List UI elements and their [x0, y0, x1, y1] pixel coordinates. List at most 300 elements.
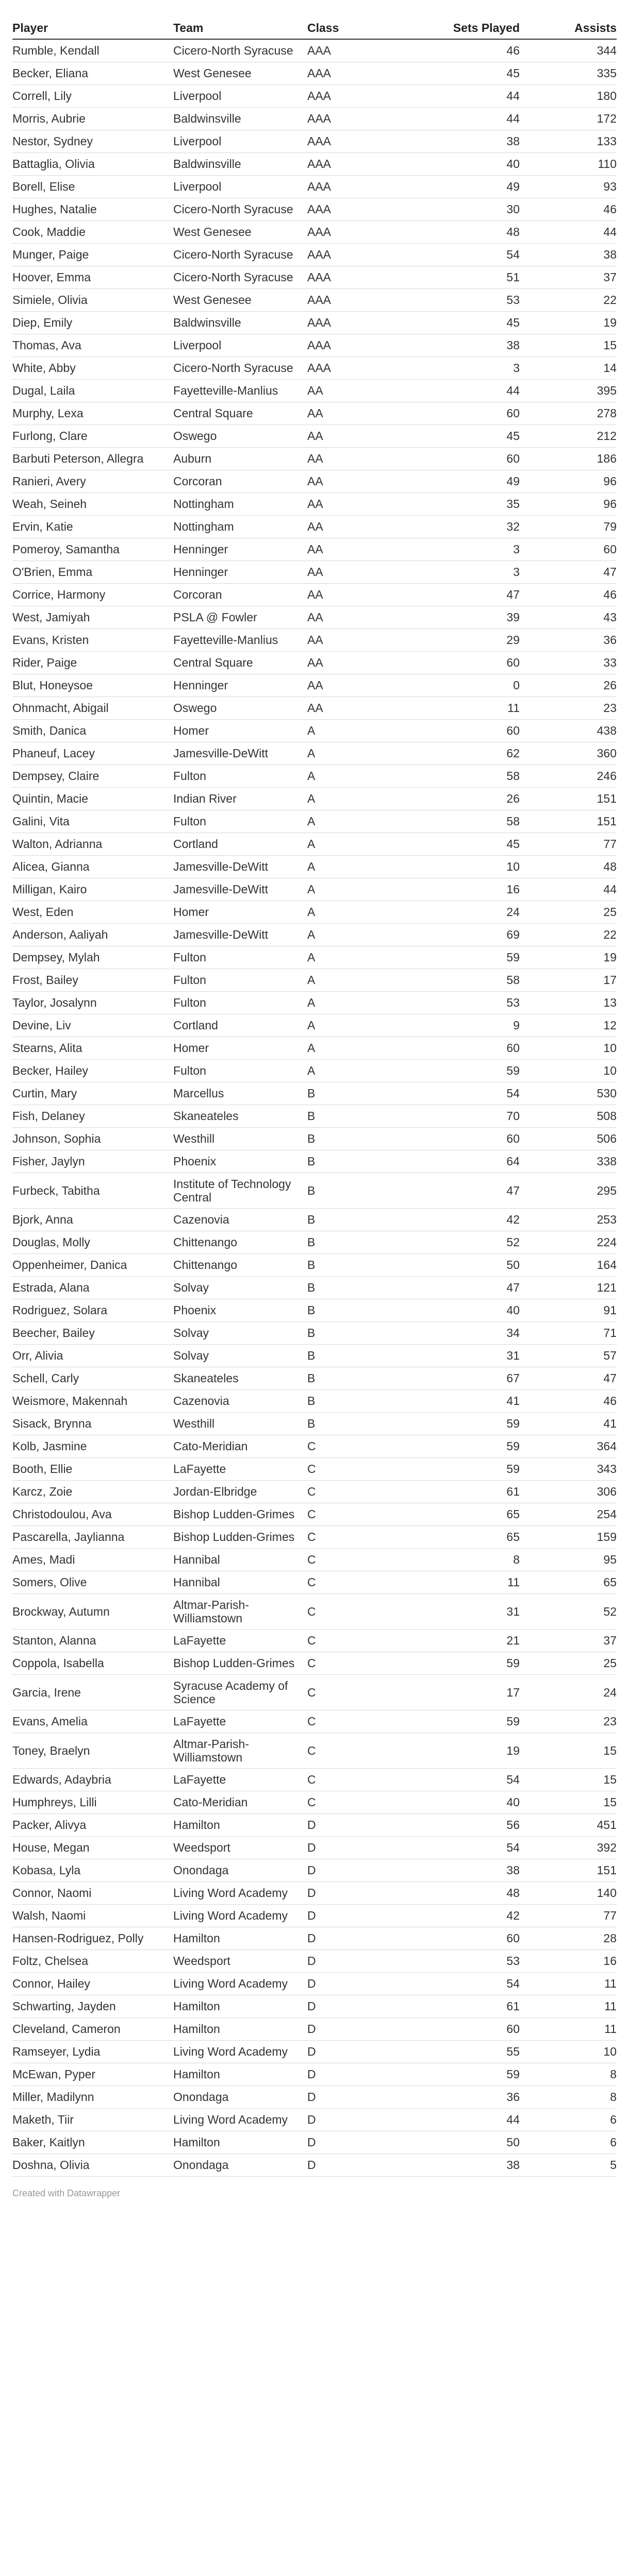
- sets-played-cell: 53: [435, 1950, 526, 1972]
- assists-cell: 25: [526, 901, 617, 923]
- team-cell: Skaneateles: [167, 1105, 301, 1127]
- sets-played-cell: 59: [435, 1059, 526, 1082]
- player-cell: Connor, Naomi: [12, 1882, 167, 1904]
- class-cell: AAA: [301, 84, 435, 107]
- table-row: [12, 787, 617, 810]
- assists-cell: 15: [526, 1791, 617, 1814]
- table-row: [12, 334, 617, 357]
- assists-cell: 253: [526, 1208, 617, 1231]
- player-cell: Corrice, Harmony: [12, 583, 167, 606]
- player-cell: Walton, Adrianna: [12, 833, 167, 855]
- assists-cell: 343: [526, 1458, 617, 1480]
- player-cell: Becker, Hailey: [12, 1059, 167, 1082]
- assists-cell: 33: [526, 651, 617, 674]
- team-cell: Liverpool: [167, 84, 301, 107]
- table-row: [12, 538, 617, 561]
- header-player[interactable]: Player: [12, 12, 167, 39]
- player-cell: Morris, Aubrie: [12, 107, 167, 130]
- sets-played-cell: 50: [435, 2131, 526, 2154]
- table-row: [12, 1435, 617, 1458]
- player-cell: Murphy, Lexa: [12, 402, 167, 425]
- team-cell: Hamilton: [167, 1814, 301, 1836]
- player-cell: Diep, Emily: [12, 311, 167, 334]
- assists-cell: 364: [526, 1435, 617, 1458]
- player-cell: Thomas, Ava: [12, 334, 167, 357]
- team-cell: Onondaga: [167, 2154, 301, 2176]
- player-cell: Walsh, Naomi: [12, 1904, 167, 1927]
- table-row: [12, 2040, 617, 2063]
- table-row: [12, 515, 617, 538]
- assists-cell: 48: [526, 855, 617, 878]
- table-row: [12, 1859, 617, 1882]
- team-cell: Hamilton: [167, 2063, 301, 2086]
- table-row: [12, 1768, 617, 1791]
- sets-played-cell: 44: [435, 2108, 526, 2131]
- team-cell: LaFayette: [167, 1629, 301, 1652]
- team-cell: Liverpool: [167, 334, 301, 357]
- class-cell: A: [301, 765, 435, 787]
- player-cell: Douglas, Molly: [12, 1231, 167, 1253]
- assists-cell: 14: [526, 357, 617, 379]
- sets-played-cell: 67: [435, 1367, 526, 1389]
- class-cell: C: [301, 1480, 435, 1503]
- player-cell: Weah, Seineh: [12, 493, 167, 515]
- player-cell: Kobasa, Lyla: [12, 1859, 167, 1882]
- sets-played-cell: 64: [435, 1150, 526, 1173]
- sets-played-cell: 29: [435, 629, 526, 651]
- player-cell: Smith, Danica: [12, 719, 167, 742]
- assists-cell: 13: [526, 991, 617, 1014]
- player-cell: Foltz, Chelsea: [12, 1950, 167, 1972]
- header-row: [12, 12, 617, 39]
- table-row: [12, 1791, 617, 1814]
- table-row: [12, 651, 617, 674]
- assists-cell: 15: [526, 334, 617, 357]
- assists-cell: 186: [526, 447, 617, 470]
- table-row: [12, 62, 617, 84]
- player-cell: Stanton, Alanna: [12, 1629, 167, 1652]
- player-cell: Dempsey, Mylah: [12, 946, 167, 969]
- table-row: [12, 2154, 617, 2176]
- class-cell: A: [301, 855, 435, 878]
- team-cell: Hamilton: [167, 2018, 301, 2040]
- class-cell: A: [301, 1037, 435, 1059]
- assists-cell: 6: [526, 2108, 617, 2131]
- table-row: [12, 2063, 617, 2086]
- sets-played-cell: 42: [435, 1904, 526, 1927]
- assists-cell: 65: [526, 1571, 617, 1594]
- table-row: [12, 1231, 617, 1253]
- table-row: [12, 1321, 617, 1344]
- team-cell: Fulton: [167, 969, 301, 991]
- class-cell: AA: [301, 515, 435, 538]
- class-cell: C: [301, 1768, 435, 1791]
- table-row: [12, 289, 617, 311]
- player-cell: Brockway, Autumn: [12, 1594, 167, 1629]
- sets-played-cell: 3: [435, 357, 526, 379]
- class-cell: AA: [301, 561, 435, 583]
- player-cell: Pomeroy, Samantha: [12, 538, 167, 561]
- sets-played-cell: 26: [435, 787, 526, 810]
- assists-cell: 24: [526, 1674, 617, 1710]
- player-cell: Schell, Carly: [12, 1367, 167, 1389]
- class-cell: AA: [301, 583, 435, 606]
- sets-played-cell: 54: [435, 1836, 526, 1859]
- assists-cell: 60: [526, 538, 617, 561]
- team-cell: Westhill: [167, 1412, 301, 1435]
- team-cell: West Genesee: [167, 289, 301, 311]
- class-cell: C: [301, 1458, 435, 1480]
- class-cell: D: [301, 2018, 435, 2040]
- assists-cell: 16: [526, 1950, 617, 1972]
- assists-cell: 254: [526, 1503, 617, 1526]
- table-row: [12, 1950, 617, 1972]
- table-row: [12, 2086, 617, 2108]
- player-cell: Toney, Braelyn: [12, 1733, 167, 1768]
- class-cell: D: [301, 2108, 435, 2131]
- class-cell: A: [301, 787, 435, 810]
- class-cell: C: [301, 1733, 435, 1768]
- player-cell: Baker, Kaitlyn: [12, 2131, 167, 2154]
- assists-cell: 57: [526, 1344, 617, 1367]
- header-sets-played[interactable]: Sets Played: [435, 12, 526, 39]
- table-row: [12, 311, 617, 334]
- team-cell: Fulton: [167, 946, 301, 969]
- table-row: [12, 1836, 617, 1859]
- assists-cell: 508: [526, 1105, 617, 1127]
- sets-played-cell: 32: [435, 515, 526, 538]
- assists-cell: 8: [526, 2063, 617, 2086]
- team-cell: Hamilton: [167, 1995, 301, 2018]
- table-row: [12, 1344, 617, 1367]
- table-row: [12, 1480, 617, 1503]
- team-cell: Chittenango: [167, 1253, 301, 1276]
- class-cell: C: [301, 1629, 435, 1652]
- sets-played-cell: 38: [435, 130, 526, 152]
- assists-cell: 344: [526, 39, 617, 62]
- class-cell: C: [301, 1503, 435, 1526]
- table-row: [12, 1733, 617, 1768]
- sets-played-cell: 46: [435, 39, 526, 62]
- player-cell: Garcia, Irene: [12, 1674, 167, 1710]
- player-cell: Simiele, Olivia: [12, 289, 167, 311]
- player-cell: Ramseyer, Lydia: [12, 2040, 167, 2063]
- assists-cell: 77: [526, 833, 617, 855]
- header-team[interactable]: Team: [167, 12, 301, 39]
- assists-cell: 395: [526, 379, 617, 402]
- table-row: [12, 674, 617, 697]
- team-cell: Jamesville-DeWitt: [167, 923, 301, 946]
- player-cell: Schwarting, Jayden: [12, 1995, 167, 2018]
- table-row: [12, 946, 617, 969]
- player-cell: Cook, Maddie: [12, 221, 167, 243]
- class-cell: D: [301, 2154, 435, 2176]
- sets-played-cell: 59: [435, 1412, 526, 1435]
- table-row: [12, 425, 617, 447]
- team-cell: Cicero-North Syracuse: [167, 243, 301, 266]
- class-cell: AA: [301, 470, 435, 493]
- sets-played-cell: 31: [435, 1594, 526, 1629]
- assists-cell: 15: [526, 1768, 617, 1791]
- class-cell: AAA: [301, 243, 435, 266]
- table-row: [12, 2108, 617, 2131]
- table-row: [12, 1150, 617, 1173]
- class-cell: AA: [301, 697, 435, 719]
- team-cell: Living Word Academy: [167, 2040, 301, 2063]
- team-cell: Jamesville-DeWitt: [167, 878, 301, 901]
- team-cell: Henninger: [167, 561, 301, 583]
- team-cell: Altmar-Parish-Williamstown: [167, 1733, 301, 1768]
- team-cell: Cicero-North Syracuse: [167, 39, 301, 62]
- class-cell: B: [301, 1299, 435, 1321]
- team-cell: Living Word Academy: [167, 1972, 301, 1995]
- sets-played-cell: 11: [435, 1571, 526, 1594]
- table-row: [12, 2018, 617, 2040]
- player-cell: Taylor, Josalynn: [12, 991, 167, 1014]
- assists-cell: 26: [526, 674, 617, 697]
- player-cell: Borell, Elise: [12, 175, 167, 198]
- sets-played-cell: 47: [435, 1173, 526, 1208]
- assists-cell: 38: [526, 243, 617, 266]
- class-cell: B: [301, 1082, 435, 1105]
- sets-played-cell: 61: [435, 1995, 526, 2018]
- team-cell: Jamesville-DeWitt: [167, 742, 301, 765]
- table-row: [12, 1652, 617, 1674]
- assists-cell: 37: [526, 1629, 617, 1652]
- player-cell: Connor, Hailey: [12, 1972, 167, 1995]
- class-cell: A: [301, 969, 435, 991]
- player-cell: Humphreys, Lilli: [12, 1791, 167, 1814]
- team-cell: Liverpool: [167, 130, 301, 152]
- team-cell: Liverpool: [167, 175, 301, 198]
- assists-cell: 46: [526, 583, 617, 606]
- table-row: [12, 606, 617, 629]
- table-row: [12, 2131, 617, 2154]
- table-body: [12, 39, 617, 2176]
- table-row: [12, 379, 617, 402]
- class-cell: C: [301, 1791, 435, 1814]
- sets-played-cell: 58: [435, 969, 526, 991]
- table-row: [12, 1548, 617, 1571]
- sets-played-cell: 44: [435, 84, 526, 107]
- table-row: [12, 1904, 617, 1927]
- team-cell: Cazenovia: [167, 1389, 301, 1412]
- assists-cell: 506: [526, 1127, 617, 1150]
- class-cell: AAA: [301, 152, 435, 175]
- assists-cell: 360: [526, 742, 617, 765]
- player-cell: Galini, Vita: [12, 810, 167, 833]
- player-cell: Battaglia, Olivia: [12, 152, 167, 175]
- player-cell: Furbeck, Tabitha: [12, 1173, 167, 1208]
- player-cell: Christodoulou, Ava: [12, 1503, 167, 1526]
- team-cell: Phoenix: [167, 1150, 301, 1173]
- sets-played-cell: 8: [435, 1548, 526, 1571]
- assists-cell: 530: [526, 1082, 617, 1105]
- sets-played-cell: 44: [435, 107, 526, 130]
- player-cell: McEwan, Pyper: [12, 2063, 167, 2086]
- sets-played-cell: 30: [435, 198, 526, 221]
- team-cell: Onondaga: [167, 1859, 301, 1882]
- table-row: [12, 1014, 617, 1037]
- player-cell: Curtin, Mary: [12, 1082, 167, 1105]
- table-row: [12, 1276, 617, 1299]
- assists-cell: 295: [526, 1173, 617, 1208]
- team-cell: Living Word Academy: [167, 1904, 301, 1927]
- table-row: [12, 1814, 617, 1836]
- sets-played-cell: 41: [435, 1389, 526, 1412]
- player-cell: Devine, Liv: [12, 1014, 167, 1037]
- sets-played-cell: 60: [435, 1127, 526, 1150]
- team-cell: Cicero-North Syracuse: [167, 266, 301, 289]
- class-cell: AAA: [301, 289, 435, 311]
- assists-cell: 93: [526, 175, 617, 198]
- assists-cell: 6: [526, 2131, 617, 2154]
- team-cell: PSLA @ Fowler: [167, 606, 301, 629]
- team-cell: Henninger: [167, 538, 301, 561]
- class-cell: AAA: [301, 311, 435, 334]
- player-cell: Munger, Paige: [12, 243, 167, 266]
- assists-cell: 11: [526, 1995, 617, 2018]
- player-cell: Ervin, Katie: [12, 515, 167, 538]
- table-row: [12, 243, 617, 266]
- team-cell: Central Square: [167, 402, 301, 425]
- class-cell: D: [301, 1836, 435, 1859]
- sets-played-cell: 19: [435, 1733, 526, 1768]
- sets-played-cell: 58: [435, 765, 526, 787]
- assists-cell: 159: [526, 1526, 617, 1548]
- player-cell: Booth, Ellie: [12, 1458, 167, 1480]
- team-cell: Phoenix: [167, 1299, 301, 1321]
- sets-played-cell: 56: [435, 1814, 526, 1836]
- table-row: [12, 810, 617, 833]
- table-row: [12, 1208, 617, 1231]
- class-cell: C: [301, 1674, 435, 1710]
- assists-cell: 11: [526, 2018, 617, 2040]
- table-row: [12, 1105, 617, 1127]
- class-cell: B: [301, 1367, 435, 1389]
- player-cell: Becker, Eliana: [12, 62, 167, 84]
- player-cell: White, Abby: [12, 357, 167, 379]
- assists-cell: 172: [526, 107, 617, 130]
- table-row: [12, 1082, 617, 1105]
- team-cell: Fayetteville-Manlius: [167, 629, 301, 651]
- assists-cell: 44: [526, 878, 617, 901]
- player-cell: Alicea, Gianna: [12, 855, 167, 878]
- player-cell: Dempsey, Claire: [12, 765, 167, 787]
- sets-played-cell: 47: [435, 1276, 526, 1299]
- sets-played-cell: 48: [435, 1882, 526, 1904]
- table-row: [12, 1127, 617, 1150]
- team-cell: Living Word Academy: [167, 1882, 301, 1904]
- table-row: [12, 447, 617, 470]
- team-cell: Marcellus: [167, 1082, 301, 1105]
- team-cell: Altmar-Parish-Williamstown: [167, 1594, 301, 1629]
- sets-played-cell: 60: [435, 1037, 526, 1059]
- sets-played-cell: 38: [435, 1859, 526, 1882]
- player-cell: Estrada, Alana: [12, 1276, 167, 1299]
- team-cell: Henninger: [167, 674, 301, 697]
- header-assists[interactable]: Assists: [526, 12, 617, 39]
- sets-played-cell: 49: [435, 470, 526, 493]
- sets-played-cell: 38: [435, 334, 526, 357]
- player-cell: Beecher, Bailey: [12, 1321, 167, 1344]
- sets-played-cell: 55: [435, 2040, 526, 2063]
- team-cell: Bishop Ludden-Grimes: [167, 1652, 301, 1674]
- sets-played-cell: 60: [435, 1927, 526, 1950]
- assists-cell: 151: [526, 810, 617, 833]
- class-cell: B: [301, 1253, 435, 1276]
- assists-cell: 23: [526, 1710, 617, 1733]
- header-class[interactable]: Class: [301, 12, 435, 39]
- sets-played-cell: 58: [435, 810, 526, 833]
- player-cell: Hansen-Rodriguez, Polly: [12, 1927, 167, 1950]
- sets-played-cell: 60: [435, 719, 526, 742]
- sets-played-cell: 60: [435, 447, 526, 470]
- class-cell: D: [301, 1882, 435, 1904]
- sets-played-cell: 49: [435, 175, 526, 198]
- sets-played-cell: 61: [435, 1480, 526, 1503]
- player-cell: House, Megan: [12, 1836, 167, 1859]
- player-cell: Ames, Madi: [12, 1548, 167, 1571]
- assists-cell: 392: [526, 1836, 617, 1859]
- class-cell: AA: [301, 674, 435, 697]
- player-cell: West, Jamiyah: [12, 606, 167, 629]
- class-cell: D: [301, 1950, 435, 1972]
- team-cell: Corcoran: [167, 583, 301, 606]
- assists-cell: 91: [526, 1299, 617, 1321]
- sets-played-cell: 40: [435, 1299, 526, 1321]
- class-cell: A: [301, 719, 435, 742]
- class-cell: B: [301, 1321, 435, 1344]
- team-cell: Cicero-North Syracuse: [167, 198, 301, 221]
- sets-played-cell: 52: [435, 1231, 526, 1253]
- assists-cell: 335: [526, 62, 617, 84]
- table-row: [12, 1059, 617, 1082]
- table-row: [12, 402, 617, 425]
- sets-played-cell: 54: [435, 1768, 526, 1791]
- class-cell: D: [301, 1995, 435, 2018]
- player-cell: Milligan, Kairo: [12, 878, 167, 901]
- assists-cell: 79: [526, 515, 617, 538]
- team-cell: Hannibal: [167, 1548, 301, 1571]
- team-cell: Corcoran: [167, 470, 301, 493]
- class-cell: AA: [301, 493, 435, 515]
- class-cell: AA: [301, 402, 435, 425]
- assists-cell: 25: [526, 1652, 617, 1674]
- table-row: [12, 697, 617, 719]
- assists-cell: 46: [526, 198, 617, 221]
- class-cell: AAA: [301, 62, 435, 84]
- class-cell: D: [301, 1904, 435, 1927]
- team-cell: LaFayette: [167, 1458, 301, 1480]
- assists-cell: 12: [526, 1014, 617, 1037]
- table-row: [12, 1037, 617, 1059]
- assists-cell: 47: [526, 561, 617, 583]
- sets-played-cell: 59: [435, 1458, 526, 1480]
- player-cell: Barbuti Peterson, Allegra: [12, 447, 167, 470]
- table-row: [12, 198, 617, 221]
- class-cell: B: [301, 1127, 435, 1150]
- table-row: [12, 1299, 617, 1321]
- sets-played-cell: 31: [435, 1344, 526, 1367]
- assists-cell: 151: [526, 787, 617, 810]
- player-cell: Pascarella, Jaylianna: [12, 1526, 167, 1548]
- assists-cell: 22: [526, 923, 617, 946]
- team-cell: Oswego: [167, 425, 301, 447]
- player-cell: Phaneuf, Lacey: [12, 742, 167, 765]
- assists-cell: 23: [526, 697, 617, 719]
- team-cell: Baldwinsville: [167, 107, 301, 130]
